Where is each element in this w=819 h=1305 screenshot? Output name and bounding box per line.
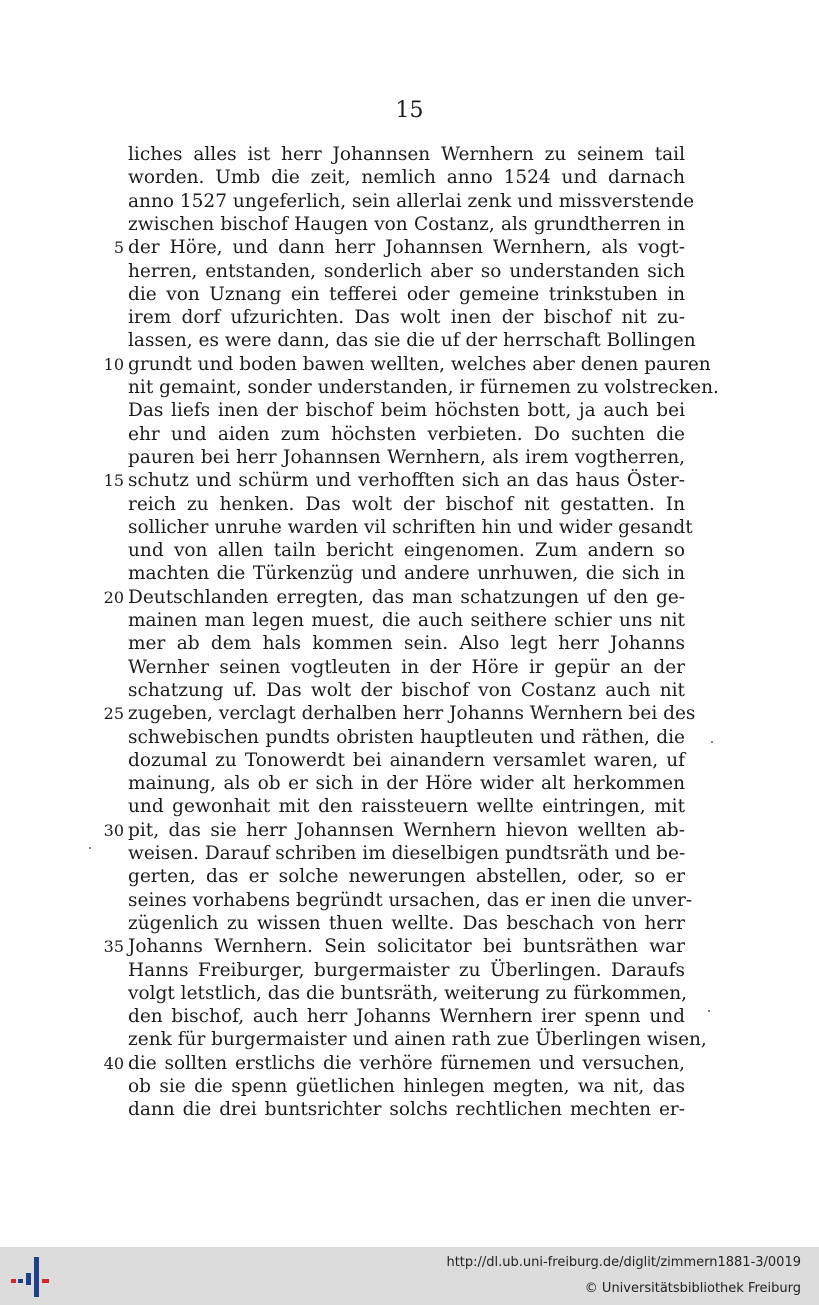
text-line: gerten, das er solche newerungen abstellen, oder, so er — [128, 866, 685, 888]
text-line: nit gemaint, sonder understanden, ir fürnemen zu volstrecken. — [128, 377, 719, 398]
text-line: anno 1527 ungeferlich, sein allerlai zenk und missverstende — [128, 190, 695, 212]
stray-mark — [711, 741, 713, 743]
stray-mark — [708, 1010, 710, 1012]
text-line: die sollten erstlichs die verhöre fürnemen und versuchen, — [128, 1052, 685, 1074]
text-line: zügenlich zu wissen thuen wellte. Das beschach von herr — [128, 912, 685, 934]
line-number: 15 — [103, 471, 124, 491]
line-number: 25 — [103, 704, 124, 724]
footer-copyright: © Universitätsbibliothek Freiburg — [584, 1281, 801, 1296]
text-line: den bischof, auch herr Johanns Wernhern irer spenn und — [128, 1006, 685, 1028]
line-number: 30 — [103, 820, 124, 840]
text-line: und gewonhait mit den raissteuern wellte eintringen, mit — [128, 796, 685, 818]
text-line: lassen, es were dann, das sie die uf der herrschaft Bollingen — [128, 330, 696, 352]
text-line: und von allen tailn bericht eingenomen. Zum andern so — [128, 540, 685, 562]
line-number: 10 — [103, 354, 124, 374]
line-number: 40 — [103, 1053, 124, 1073]
text-line: dann die drei buntsrichter solchs rechtlichen mechten er- — [128, 1099, 685, 1121]
text-line: Das liefs inen der bischof beim höchsten bott, ja auch bei — [128, 400, 685, 422]
text-line: grundt und boden bawen wellten, welches aber denen pauren — [128, 353, 711, 375]
text-line: weisen. Darauf schriben im dieselbigen pundtsräth und be- — [128, 843, 686, 864]
line-number: 5 — [113, 238, 124, 258]
text-line: herren, entstanden, sonderlich aber so understanden sich — [128, 260, 685, 282]
page-number: 15 — [395, 98, 424, 123]
line-number: 35 — [103, 937, 124, 957]
text-line: liches alles ist herr Johannsen Wernhern zu seinem tail — [128, 144, 685, 165]
text-line: reich zu henken. Das wolt der bischof nit gestatten. In — [128, 493, 685, 515]
footer-url-link[interactable]: http://dl.ub.uni-freiburg.de/diglit/zimmern1881-3/0019 — [446, 1255, 801, 1270]
text-line: mainung, als ob er sich in der Höre wider alt herkommen — [128, 773, 685, 795]
text-line: zwischen bischof Haugen von Costanz, als grundtherren in — [128, 213, 685, 235]
line-number: 20 — [103, 587, 124, 607]
text-line: dozumal zu Tonowerdt bei ainandern versamlet waren, uf — [128, 749, 685, 771]
text-line: Deutschlanden erregten, das man schatzungen uf den ge- — [128, 586, 685, 608]
text-line: zenk für burgermaister und ainen rath zue Überlingen wisen, — [128, 1029, 707, 1051]
text-line: worden. Umb die zeit, nemlich anno 1524 und darnach — [128, 167, 685, 189]
text-line: schwebischen pundts obristen hauptleuten und räthen, die — [128, 726, 685, 748]
text-line: sollicher unruhe warden vil schriften hin und wider gesandt — [128, 516, 693, 538]
text-line: pauren bei herr Johannsen Wernhern, als irem vogtherren, — [128, 446, 685, 468]
text-line: die von Uznang ein tefferei oder gemeine trinkstuben in — [128, 283, 685, 305]
text-line: machten die Türkenzüg und andere unrhuwen, die sich in — [128, 563, 685, 585]
text-line: Wernher seinen vogtleuten in der Höre ir gepür an der — [128, 656, 685, 678]
text-line: mer ab dem hals kommen sein. Also legt herr Johanns — [128, 633, 685, 655]
text-line: volgt letstlich, das die buntsräth, weiterung zu fürkommen, — [128, 982, 687, 1004]
text-line: ob sie die spenn güetlichen hinlegen megten, wa nit, das — [128, 1076, 685, 1097]
text-line: Johanns Wernhern. Sein solicitator bei buntsräthen war — [128, 936, 685, 958]
ub-freiburg-logo-icon[interactable] — [10, 1253, 52, 1299]
text-line: mainen man legen muest, die auch seithere schier uns nit — [128, 610, 685, 631]
footer-bar — [0, 1247, 819, 1305]
text-line: Hanns Freiburger, burgermaister zu Überlingen. Daraufs — [128, 959, 685, 981]
text-line: pit, das sie herr Johannsen Wernhern hievon wellten ab- — [128, 819, 685, 841]
text-line: ehr und aiden zum höchsten verbieten. Do suchten die — [128, 423, 685, 445]
text-line: seines vorhabens begründt ursachen, das er inen die unver- — [128, 889, 693, 911]
text-line: zugeben, verclagt derhalben herr Johanns Wernhern bei des — [128, 703, 696, 725]
text-line: schutz und schürm und verhofften sich an das haus Öster- — [128, 470, 685, 492]
text-line: irem dorf ufzurichten. Das wolt inen der bischof nit zu- — [128, 307, 685, 329]
text-line: schatzung uf. Das wolt der bischof von Costanz auch nit — [128, 679, 685, 701]
text-line: der Höre, und dann herr Johannsen Wernhern, als vogt- — [128, 237, 685, 259]
stray-mark — [89, 847, 91, 849]
